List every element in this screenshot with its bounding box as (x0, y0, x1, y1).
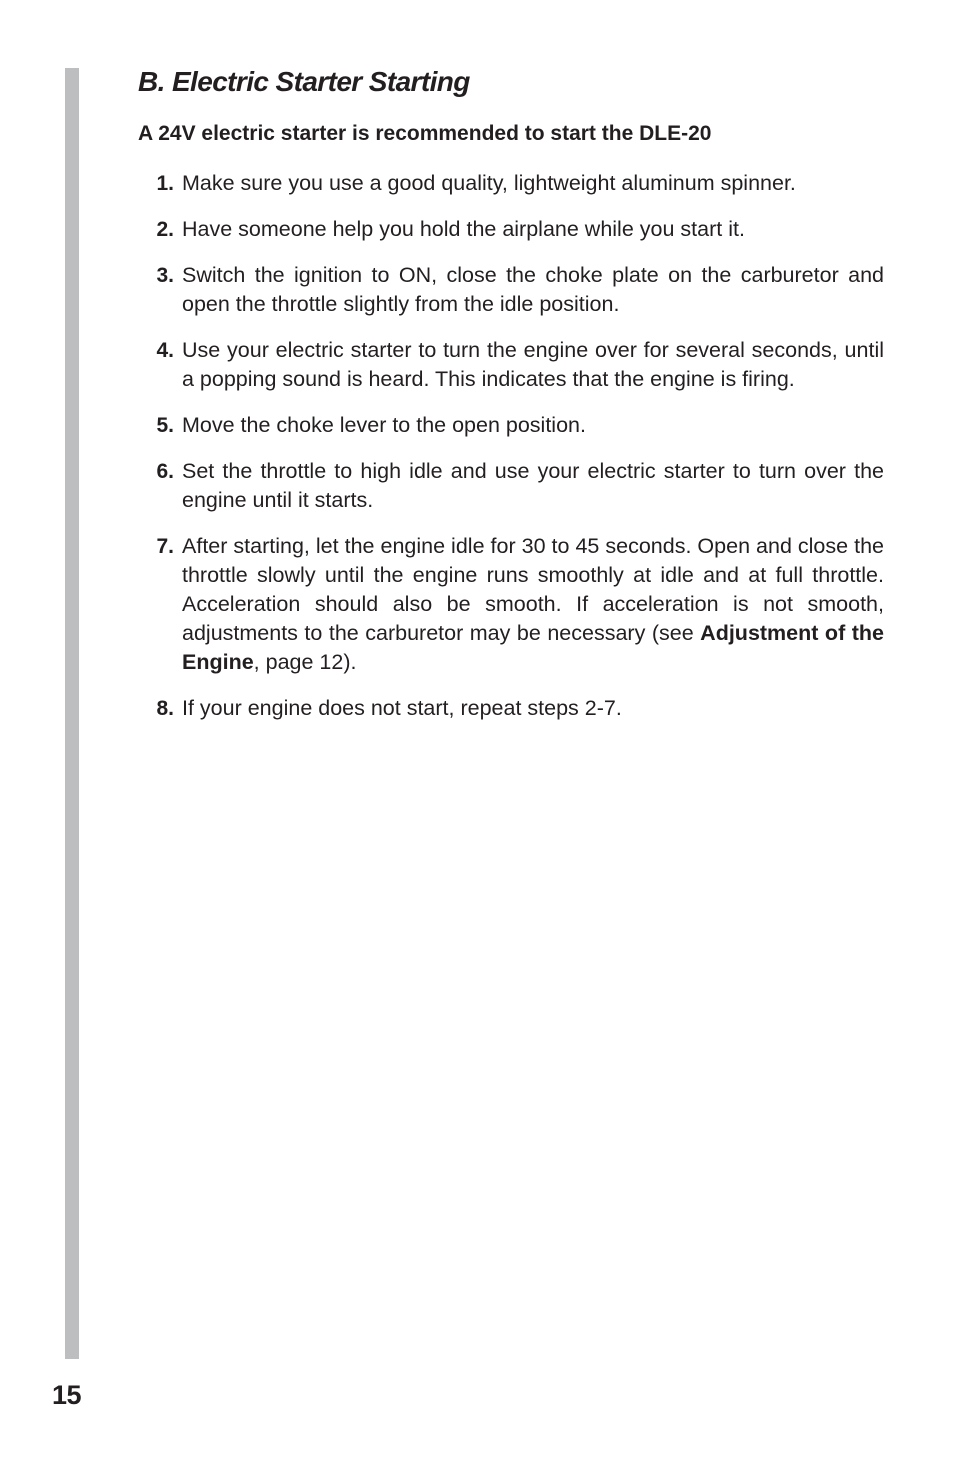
step-number: 5. (156, 414, 174, 437)
step-number: 7. (156, 535, 174, 558)
step-text: Move the choke lever to the open position. (182, 413, 586, 437)
intro-text: A 24V electric starter is recommended to start the DLE-20 (138, 122, 712, 145)
step-number: 2. (156, 218, 174, 241)
step-item (138, 694, 888, 723)
step-number: 1. (156, 172, 174, 195)
step-number: 3. (156, 264, 174, 287)
step-text: Set the throttle to high idle and use your electric starter to turn over the engine until it starts. (182, 459, 884, 512)
steps-list (138, 169, 888, 740)
page-number: 15 (52, 1380, 82, 1410)
step-text-part: After starting, let the engine idle for 30 to 45 seconds. Open and close the throttle slowly until the engine runs smoothly at idle and at full throttle. Acceleration should also be smooth. If acceleration is not smooth, adjustments to the carburetor may be necessary (see (182, 534, 884, 645)
margin-bar (65, 68, 79, 1359)
step-number: 4. (156, 339, 174, 362)
step-text (182, 532, 884, 677)
step-number: 8. (156, 697, 174, 720)
step-number: 6. (156, 460, 174, 483)
step-item (138, 215, 888, 244)
step-item (138, 457, 888, 515)
step-item (138, 411, 888, 440)
section-title: B. Electric Starter Starting (138, 66, 470, 97)
step-item (138, 532, 888, 677)
step-item (138, 261, 888, 319)
step-text: If your engine does not start, repeat steps 2-7. (182, 696, 622, 720)
step-item (138, 336, 888, 394)
step-text: Switch the ignition to ON, close the choke plate on the carburetor and open the throttle slightly from the idle position. (182, 263, 884, 316)
step-item (138, 169, 888, 198)
cross-reference: Adjustment of the Engine (182, 621, 884, 674)
step-text: Have someone help you hold the airplane while you start it. (182, 217, 745, 241)
step-text: Use your electric starter to turn the engine over for several seconds, until a popping sound is heard. This indicates that the engine is firing. (182, 338, 884, 391)
step-text-part: , page 12). (253, 650, 357, 674)
step-text: Make sure you use a good quality, lightweight aluminum spinner. (182, 171, 796, 195)
